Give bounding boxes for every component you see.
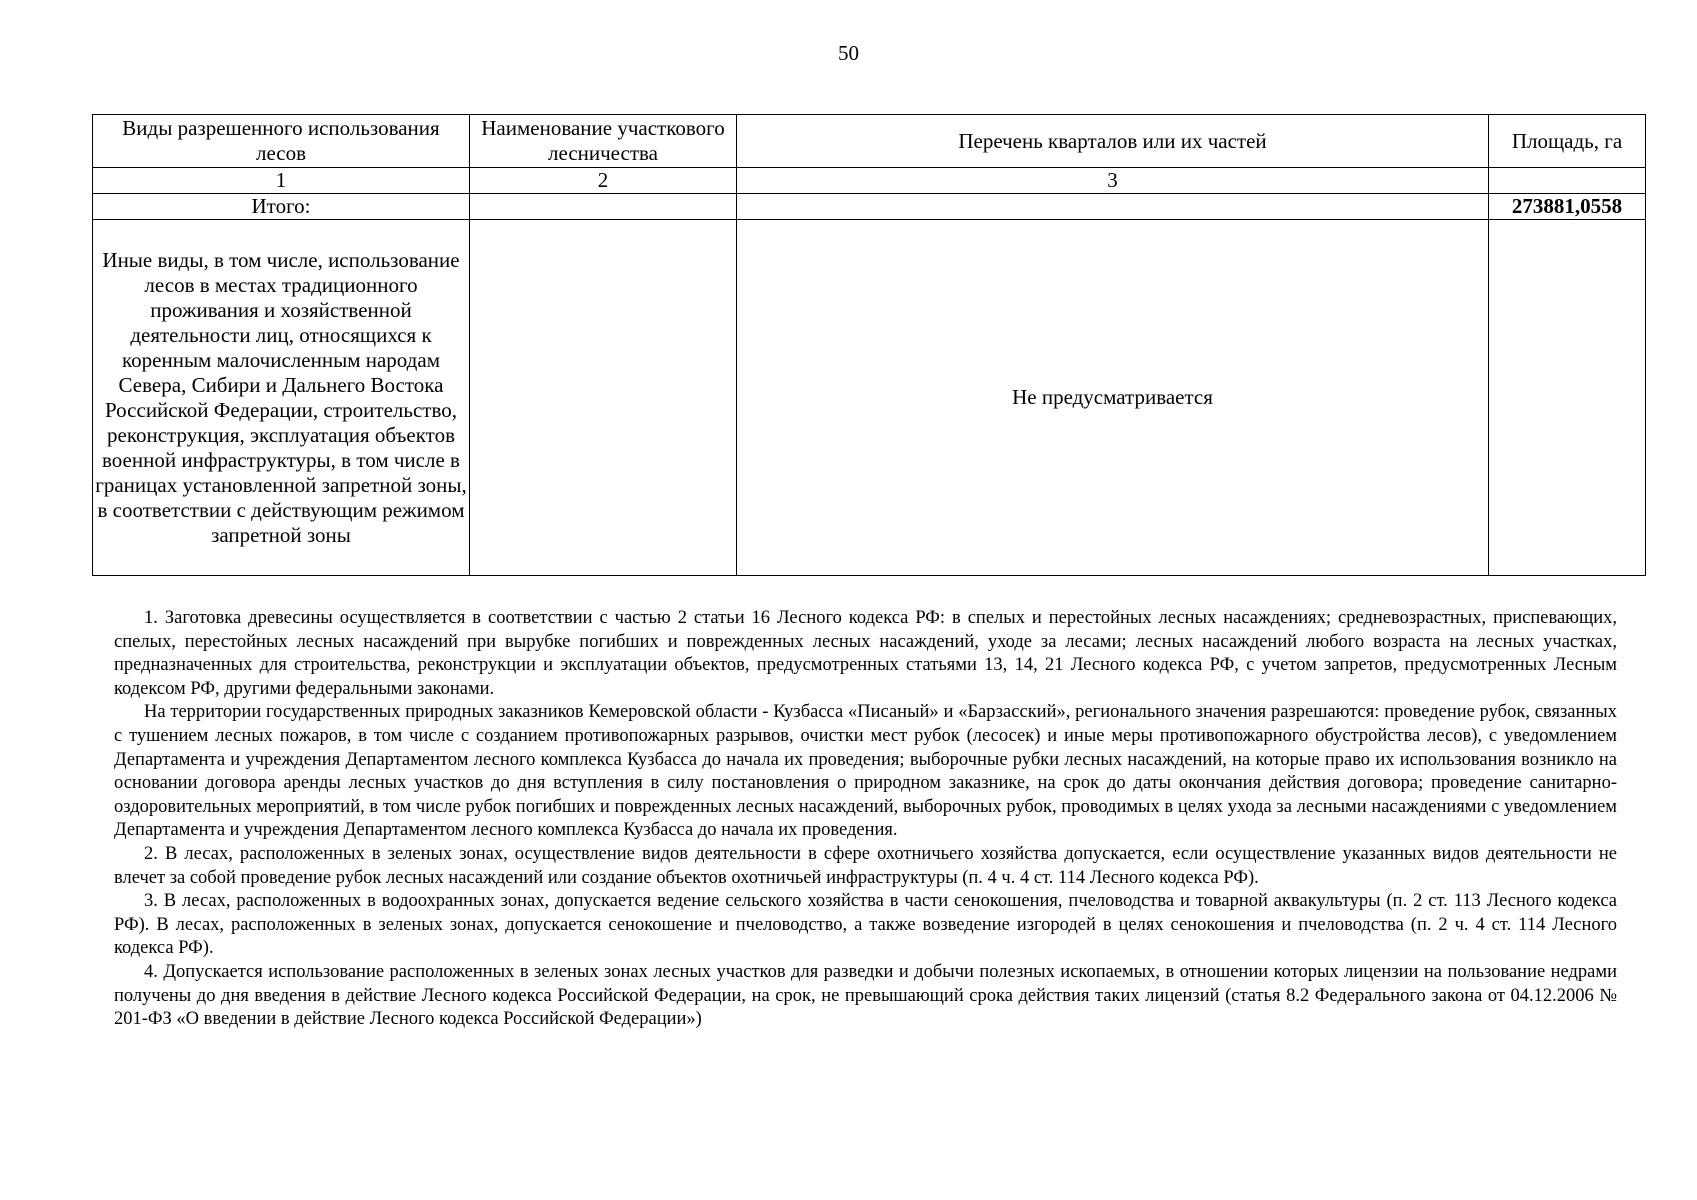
header-quarters-list: Перечень кварталов или их частей xyxy=(737,115,1489,168)
forest-use-table xyxy=(92,114,1646,576)
footnotes xyxy=(114,607,1617,1032)
note-paragraph: 3. В лесах, расположенных в водоохранных зонах, допускается ведение сельского хозяйства в части сенокошения, пчеловодства и товарной аквакультуры (п. 2 ст. 113 Лесного кодекса РФ). В лесах, расположенных в зеленых зонах, допускается сенокошение и пчеловодство, а также возведение изгородей в целях сенокошения и пчеловодства (п. 2 ч. 4 ст. 114 Лесного кодекса РФ). xyxy=(114,891,1617,959)
page-number: 50 xyxy=(838,41,859,65)
forestry-cell xyxy=(470,220,737,576)
use-type-cell: Иные виды, в том числе, использование лесов в местах традиционного проживания и хозяйственной деятельности лиц, относящихся к коренным малочисленным народам Севера, Сибири и Дальнего Востока Российской Федерации, строительство, реконструкция, эксплуатация объектов военной инфраструктуры, в том числе в границах установленной запретной зоны, в соответствии с действующим режимом запретной зоны xyxy=(93,220,470,576)
column-number: 1 xyxy=(93,168,470,194)
area-cell xyxy=(1489,220,1646,576)
quarters-cell: Не предусматривается xyxy=(737,220,1489,576)
column-number: 2 xyxy=(470,168,737,194)
total-label: Итого: xyxy=(93,194,470,220)
header-use-types: Виды разрешенного использования лесов xyxy=(93,115,470,168)
note-paragraph: 1. Заготовка древесины осуществляется в соответствии с частью 2 статьи 16 Лесного кодекса РФ: в спелых и перестойных лесных насаждениях; средневозрастных, приспевающих, спелых, перестойных лесных насаждений при вырубке погибших и поврежденных лесных насаждений, уходе за лесами; лесных насаждений любого возраста на лесных участках, предназначенных для строительства, реконструкции и эксплуатации объектов, предусмотренных статьями 13, 14, 21 Лесного кодекса РФ, с учетом запретов, предусмотренных Лесным кодексом РФ, другими федеральными законами. xyxy=(114,608,1617,699)
table-header-row xyxy=(93,115,1646,168)
note-paragraph: 2. В лесах, расположенных в зеленых зонах, осуществление видов деятельности в сфере охотничьего хозяйства допускается, если осуществление указанных видов деятельности не влечет за собой проведение рубок лесных насаждений или создание объектов охотничьей инфраструктуры (п. 4 ч. 4 ст. 114 Лесного кодекса РФ). xyxy=(114,843,1617,888)
total-area: 273881,0558 xyxy=(1489,194,1646,220)
column-number xyxy=(1489,168,1646,194)
column-numbers-row xyxy=(93,168,1646,194)
table-row xyxy=(93,220,1646,576)
total-empty-cell xyxy=(737,194,1489,220)
total-row xyxy=(93,194,1646,220)
header-forestry-name: Наименование участкового лесничества xyxy=(470,115,737,168)
note-paragraph: На территории государственных природных заказников Кемеровской области - Кузбасса «Писаный» и «Барзасский», регионального значения разрешаются: проведение рубок, связанных с тушением лесных пожаров, в том числе с созданием противопожарных разрывов, очистки мест рубок (лесосек) и иные меры противопожарного обустройства лесов), с уведомлением Департамента и учреждения Департаментом лесного комплекса Кузбасса до начала их проведения; выборочные рубки лесных насаждений, на которые право их использования возникло на основании договора аренды лесных участков до дня вступления в силу постановления о природном заказнике, на срок до даты окончания действия договора; проведение санитарно-оздоровительных мероприятий, в том числе рубок погибших и поврежденных лесных насаждений, выборочных рубок, проводимых в целях ухода за лесными насаждениями с уведомлением Департамента и учреждения Департаментом лесного комплекса Кузбасса до начала их проведения. xyxy=(114,702,1617,841)
column-number: 3 xyxy=(737,168,1489,194)
note-paragraph: 4. Допускается использование расположенных в зеленых зонах лесных участков для разведки и добычи полезных ископаемых, в отношении которых лицензии на пользование недрами получены до дня введения в действие Лесного кодекса Российской Федерации, на срок, не превышающий срока действия таких лицензий (статья 8.2 Федерального закона от 04.12.2006 № 201-ФЗ «О введении в действие Лесного кодекса Российской Федерации») xyxy=(114,961,1617,1030)
header-area: Площадь, га xyxy=(1489,115,1646,168)
total-empty-cell xyxy=(470,194,737,220)
